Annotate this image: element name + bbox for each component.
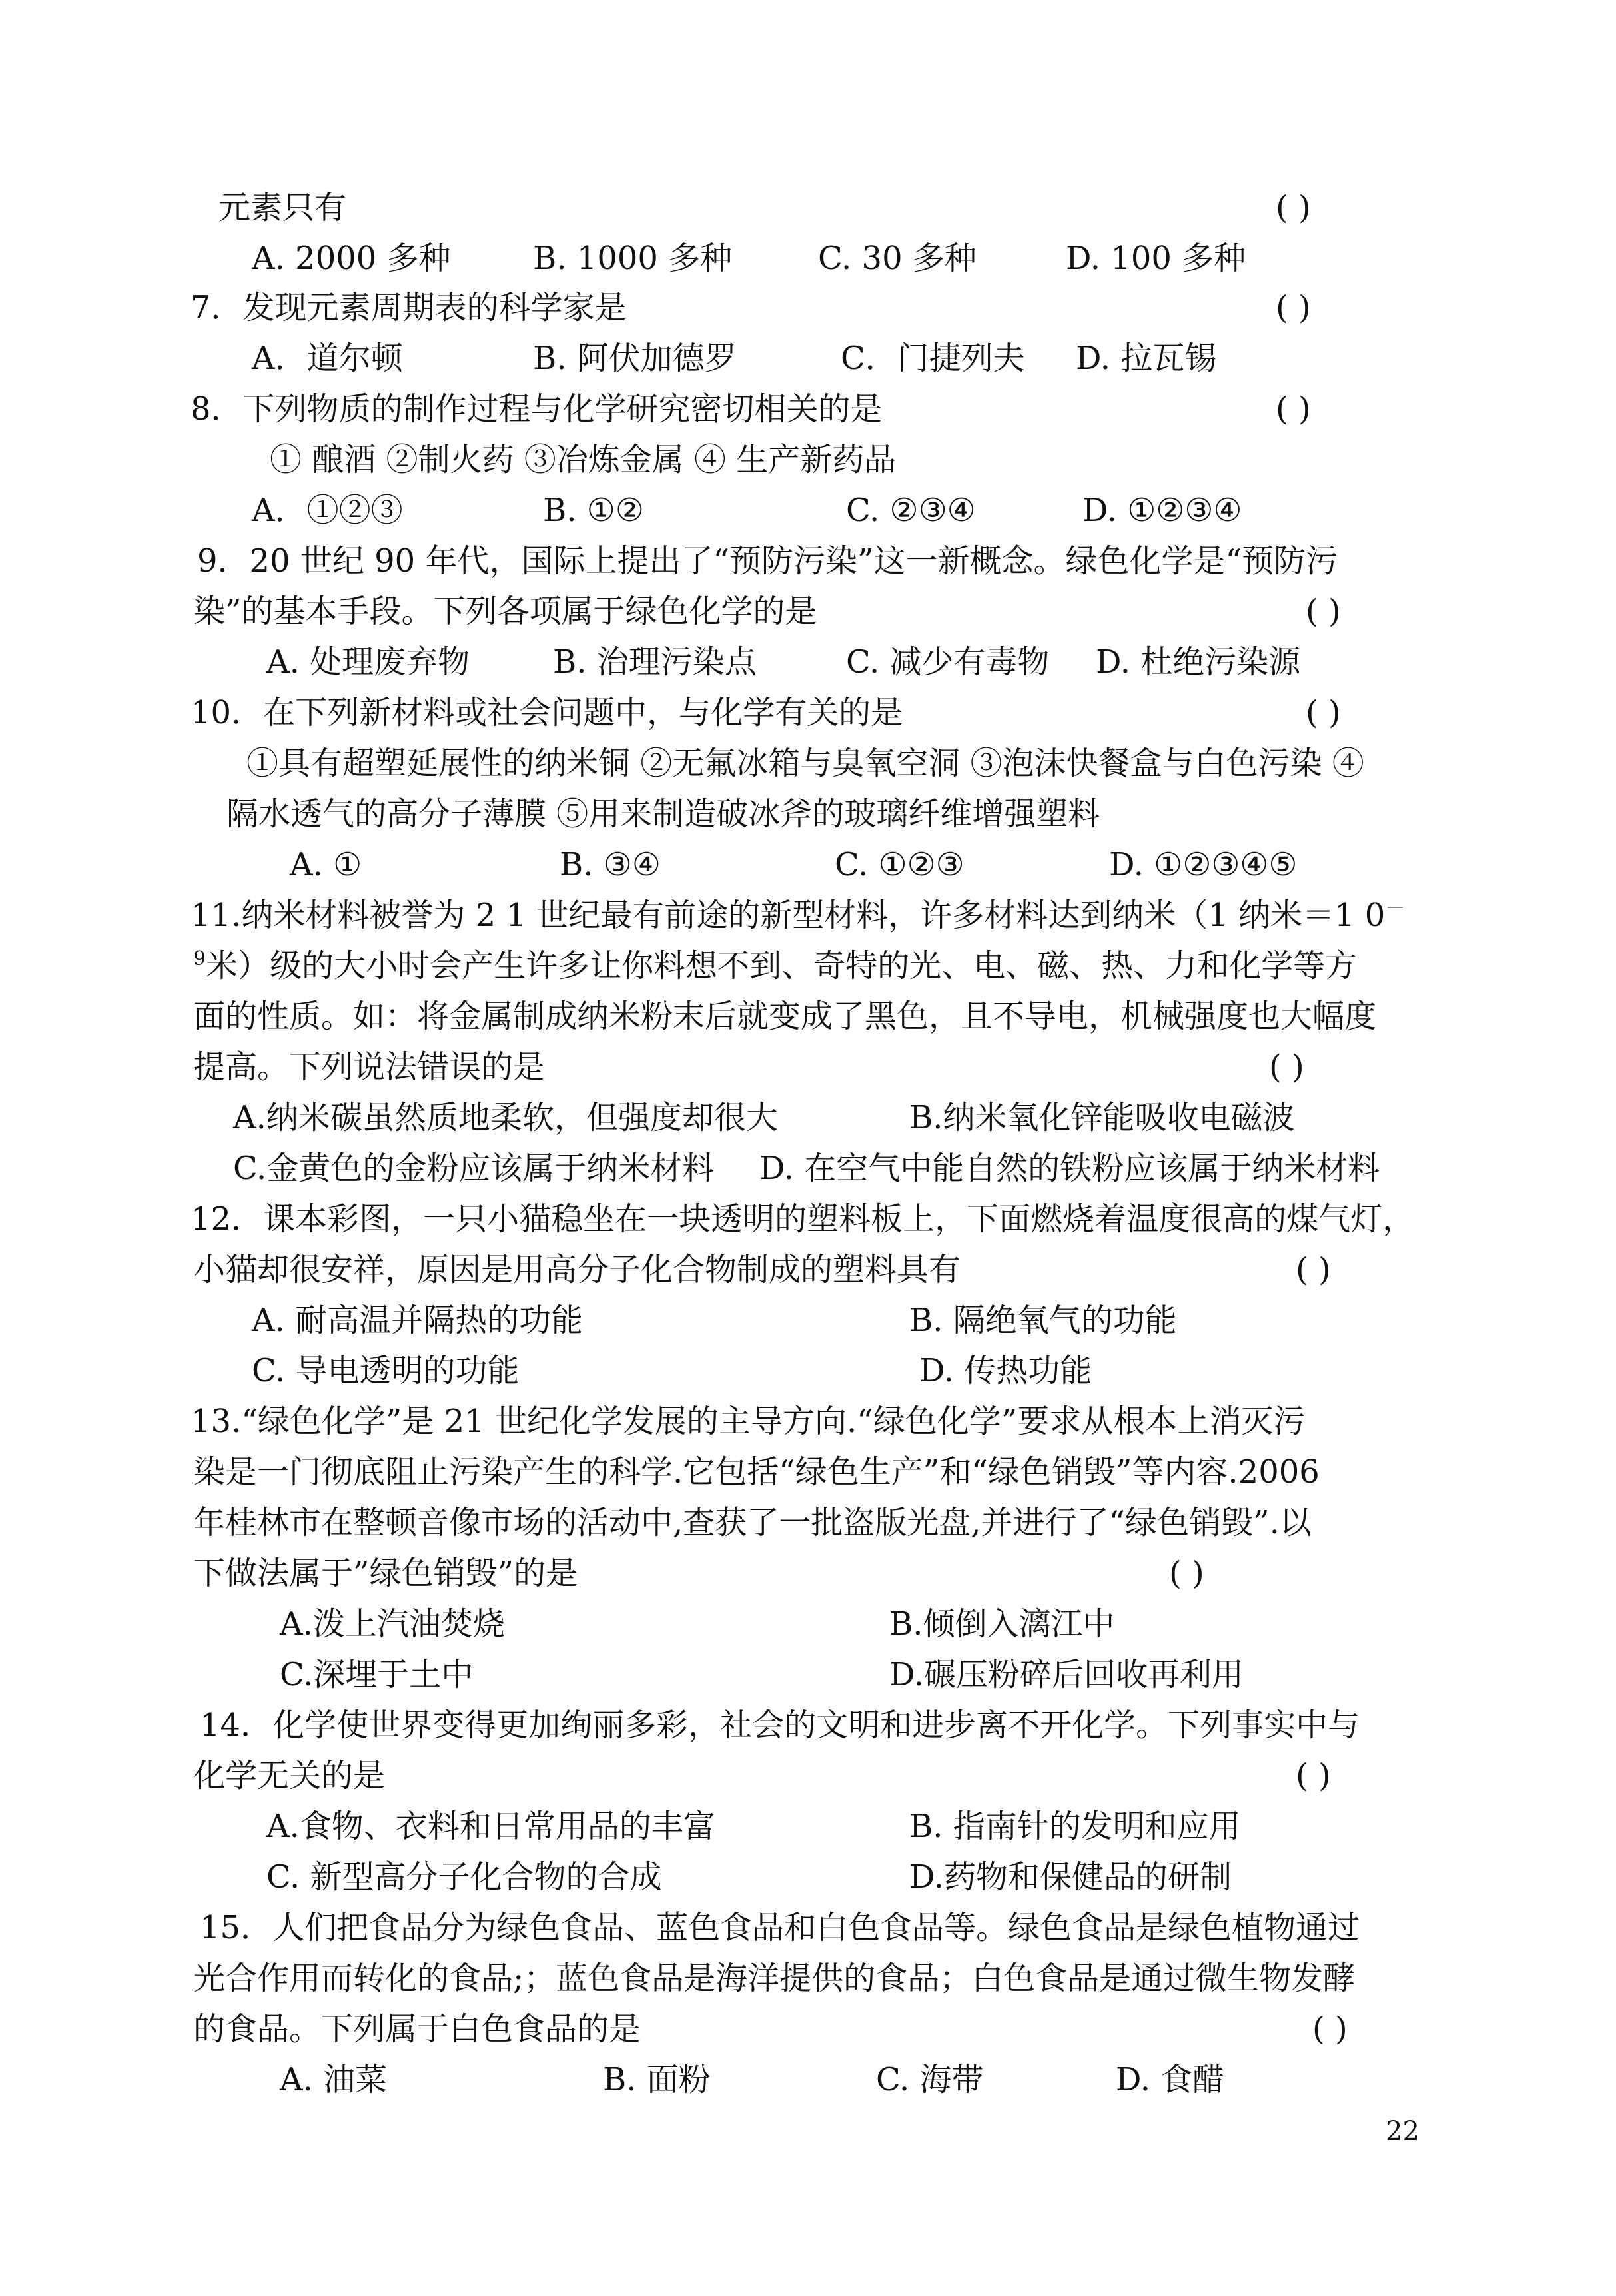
q12-stem-line1: 12．课本彩图，一只小猫稳坐在一块透明的塑料板上，下面燃烧着温度很高的煤气灯，	[191, 1200, 1415, 1238]
q11-option-c: C.金黄色的金粉应该属于纳米材料	[233, 1150, 715, 1187]
q9-option-b: B. 治理污染点	[553, 643, 757, 681]
q11-answer-paren: ( )	[1269, 1048, 1304, 1086]
q10-stem: 10．在下列新材料或社会问题中，与化学有关的是	[191, 694, 903, 731]
q6-answer-paren: ( )	[1276, 189, 1311, 226]
q10-answer-paren: ( )	[1306, 694, 1341, 731]
q11-stem-line1	[191, 895, 1405, 935]
q12-option-a: A. 耐高温并隔热的功能	[252, 1302, 584, 1339]
q8-option-b: B. ①②	[543, 492, 644, 529]
q11-option-a: A.纳米碳虽然质地柔软，但强度却很大	[233, 1099, 778, 1136]
q13-stem-line3: 年桂林市在整顿音像市场的活动中,查获了一批盗版光盘,并进行了“绿色销毁”.以	[193, 1504, 1312, 1541]
q14-option-a: A.食物、衣料和日常用品的丰富	[266, 1808, 715, 1845]
q8-stem: 8．下列物质的制作过程与化学研究密切相关的是	[191, 390, 883, 428]
q7-option-a: A．道尔顿	[252, 340, 403, 377]
q12-option-b: B. 隔绝氧气的功能	[909, 1302, 1177, 1339]
q11-stem-line2-text: 米）级的大小时会产生许多让你料想不到、奇特的光、电、磁、热、力和化学等方	[206, 947, 1358, 984]
q15-stem-line3: 的食品。下列属于白色食品的是	[193, 2010, 641, 2048]
q13-option-b: B.倾倒入漓江中	[889, 1605, 1115, 1643]
q8-option-a: A．①②③	[252, 492, 403, 529]
q14-option-d: D.药物和保健品的研制	[909, 1858, 1232, 1896]
q15-answer-paren: ( )	[1312, 2010, 1348, 2048]
q13-option-c: C.深埋于土中	[280, 1656, 474, 1693]
q14-answer-paren: ( )	[1296, 1757, 1331, 1794]
q13-stem-line1: 13.“绿色化学”是 21 世纪化学发展的主导方向.“绿色化学”要求从根本上消灭污	[191, 1403, 1306, 1440]
q11-superscript-minus: －	[1385, 897, 1406, 920]
q11-stem-line2	[193, 946, 1357, 986]
page-number: 22	[1386, 2116, 1419, 2147]
q9-stem-line2: 染”的基本手段。下列各项属于绿色化学的是	[193, 593, 817, 630]
q13-stem-line4: 下做法属于”绿色销毁”的是	[193, 1555, 578, 1592]
q14-option-c: C. 新型高分子化合物的合成	[266, 1858, 662, 1896]
q13-option-a: A.泼上汽油焚烧	[280, 1605, 505, 1643]
q9-answer-paren: ( )	[1306, 593, 1341, 630]
q14-stem-line2: 化学无关的是	[193, 1757, 386, 1794]
q6-option-b: B. 1000 多种	[533, 240, 733, 277]
q7-stem: 7．发现元素周期表的科学家是	[191, 289, 627, 326]
q15-stem-line1: 15．人们把食品分为绿色食品、蓝色食品和白色食品等。绿色食品是绿色植物通过	[200, 1909, 1360, 1946]
q9-option-c: C. 减少有毒物	[846, 643, 1050, 681]
q8-answer-paren: ( )	[1276, 390, 1311, 428]
q14-stem-line1: 14．化学使世界变得更加绚丽多彩，社会的文明和进步离不开化学。下列事实中与	[200, 1707, 1360, 1744]
q11-stem-line3: 面的性质。如：将金属制成纳米粉末后就变成了黑色，且不导电，机械强度也大幅度	[193, 998, 1377, 1035]
q10-items-line1: ①具有超塑延展性的纳米铜 ②无氟冰箱与臭氧空洞 ③泡沫快餐盒与白色污染 ④	[246, 745, 1364, 782]
q15-option-b: B. 面粉	[603, 2061, 711, 2098]
q12-option-d: D. 传热功能	[919, 1352, 1092, 1389]
q7-option-b: B. 阿伏加德罗	[533, 340, 737, 377]
q9-option-d: D. 杜绝污染源	[1096, 643, 1301, 681]
q13-option-d: D.碾压粉碎后回收再利用	[889, 1656, 1244, 1693]
q6-option-c: C. 30 多种	[818, 240, 977, 277]
q15-option-d: D. 食醋	[1116, 2061, 1225, 2098]
q15-option-a: A. 油菜	[280, 2061, 388, 2098]
q10-option-a: A. ①	[290, 846, 362, 883]
q12-answer-paren: ( )	[1296, 1251, 1331, 1288]
q10-option-c: C. ①②③	[835, 846, 965, 883]
q6-stem-cont: 元素只有	[218, 189, 347, 226]
q14-option-b: B. 指南针的发明和应用	[909, 1808, 1241, 1845]
q6-option-d: D. 100 多种	[1066, 240, 1246, 277]
q10-option-b: B. ③④	[560, 846, 661, 883]
q7-option-c: C．门捷列夫	[841, 340, 1025, 377]
q7-option-d: D. 拉瓦锡	[1076, 340, 1217, 377]
q8-items: ① 酿酒 ②制火药 ③冶炼金属 ④ 生产新药品	[270, 441, 897, 478]
q11-stem-line1-text: 11.纳米材料被誉为 2 1 世纪最有前途的新型材料，许多材料达到纳米（1 纳米＝1 0	[191, 897, 1386, 934]
q9-stem-line1: 9．20 世纪 90 年代，国际上提出了“预防污染”这一新概念。绿色化学是“预防污	[197, 542, 1338, 579]
q13-stem-line2: 染是一门彻底阻止污染产生的科学.它包括“绿色生产”和“绿色销毁”等内容.2006	[193, 1453, 1320, 1491]
q11-stem-line4: 提高。下列说法错误的是	[193, 1048, 546, 1086]
q11-option-b: B.纳米氧化锌能吸收电磁波	[909, 1099, 1295, 1136]
q12-option-c: C. 导电透明的功能	[252, 1352, 520, 1389]
q10-items-line2: 隔水透气的高分子薄膜 ⑤用来制造破冰斧的玻璃纤维增强塑料	[226, 795, 1100, 833]
q15-stem-line2: 光合作用而转化的食品;；蓝色食品是海洋提供的食品；白色食品是通过微生物发酵	[193, 1960, 1356, 1997]
q8-option-c: C. ②③④	[846, 492, 976, 529]
q11-option-d: D. 在空气中能自然的铁粉应该属于纳米材料	[759, 1150, 1380, 1187]
q7-answer-paren: ( )	[1276, 289, 1311, 326]
q15-option-c: C. 海带	[876, 2061, 984, 2098]
q9-option-a: A. 处理废弃物	[266, 643, 470, 681]
q13-answer-paren: ( )	[1169, 1555, 1204, 1592]
q6-option-a: A. 2000 多种	[252, 240, 451, 277]
q8-option-d: D. ①②③④	[1082, 492, 1242, 529]
q10-option-d: D. ①②③④⑤	[1109, 846, 1298, 883]
q12-stem-line2: 小猫却很安祥，原因是用高分子化合物制成的塑料具有	[193, 1251, 961, 1288]
q11-superscript-nine: 9	[193, 947, 206, 970]
